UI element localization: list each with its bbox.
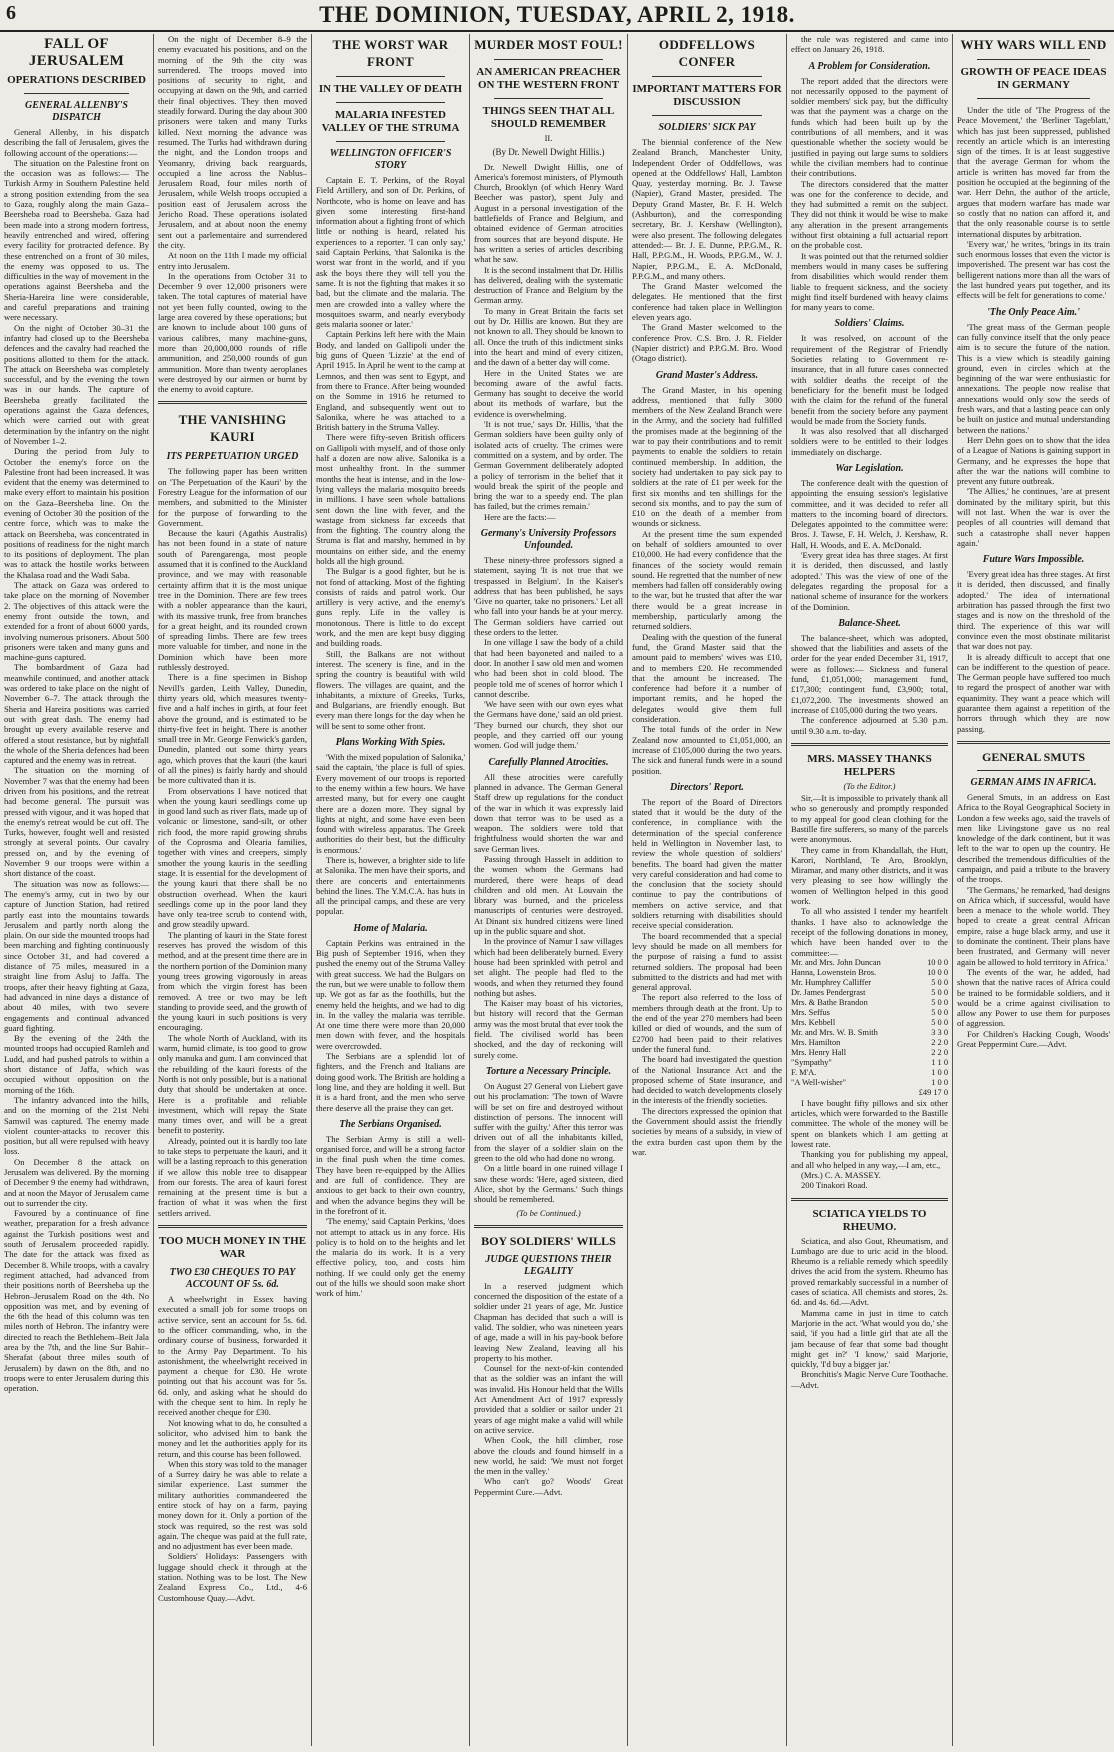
paragraph: When Cook, the hill climber, rose above the clouds and found himself in a new world, he said: 'We must not forget the men in the valley.' bbox=[474, 1435, 623, 1477]
paragraph: Mamma came in just in time to catch Marjorie in the act. 'What would you do,' she said, 'if you had a little girl that ate all the jam because of fear that some bad thought might get in?' 'I know,' said Marjorie, quickly, 'I'd buy a bigger jar.' bbox=[791, 1307, 948, 1370]
article-body bbox=[474, 1281, 623, 1497]
donation-row bbox=[791, 988, 948, 998]
headline-murder-most-foul: MURDER MOST FOUL! bbox=[474, 37, 623, 52]
column-4 bbox=[474, 34, 623, 1744]
donor-name: Mr. and Mrs. John Duncan bbox=[791, 957, 881, 967]
paragraph: On the night of December 8–9 the enemy evacuated his positions, and on the morning of the 9th the city was surrendered. The troops moved into positions of security to right, and occupying at dawn on the 9th, and carried their final objectives. They then moved steadily forward. During the day about 300 prisoners were taken and many Turks killed. Next morning the advance was resumed. The Turks had withdrawn during the night, and the London troops and Yeomanry, driving back rearguards, occupied a line across the Nablus–Jerusalem Road, four miles north of Jerusalem, while Welsh troops occupied a position east of Jerusalem across the Jericho Road. These operations isolated Jerusalem, and at about noon the enemy sent out a parlementaire and surrendered the city. bbox=[158, 34, 307, 250]
column-5 bbox=[632, 34, 782, 1744]
donation-amount: 1 1 0 bbox=[931, 1057, 948, 1067]
paragraph: Already, pointed out it is hardly too late to take steps to perpetuate the kauri, and it will be a lasting reproach to this generation if we allow this noble tree to disappear from our forests. The area of kauri forest remaining at the present time is but a fraction of what it was when the first settlers arrived. bbox=[158, 1135, 307, 1218]
subhead-torture: Torture a Necessary Principle. bbox=[485, 1065, 612, 1077]
article-body bbox=[791, 478, 948, 612]
article-body bbox=[791, 1236, 948, 1390]
article-body bbox=[632, 797, 782, 1157]
paragraph: In the operations from October 31 to December 9 over 12,000 prisoners were taken. The total captures of material have not yet been fully counted, owing to the large area covered by these operations; but are known to include about 100 guns of various calibres, many machine-guns, more than 20,000,000 rounds of rifle ammunition, and 250,000 rounds of gun ammunition. More than twenty aeroplanes were destroyed by our airmen or burnt by the enemy to avoid capture. bbox=[158, 270, 307, 395]
article-body bbox=[474, 1081, 623, 1205]
donation-row bbox=[791, 998, 948, 1008]
subhead-growth-of-peace-ideas: GROWTH OF PEACE IDEAS IN GERMANY bbox=[960, 66, 1107, 91]
subhead-professors: Germany's University Professors Unfounded. bbox=[480, 527, 617, 551]
donation-row bbox=[791, 1068, 948, 1078]
subhead-planned-atrocities: Carefully Planned Atrocities. bbox=[488, 756, 609, 768]
paragraph: The total funds of the order in New Zealand now amounted to £1,051,000, an increase of £105,000 during the two years. The sick and funeral funds were in a sound position. bbox=[632, 724, 782, 776]
paragraph: The directors considered that the matter was one for the conference to decide, and they had submitted a remit on the subject. They did not think it would be wise to make any alteration in the present arrangements without first obtaining a full actuarial report on the probable cost. bbox=[791, 178, 948, 251]
paragraph: The report also referred to the loss of members through death at the front. Up to the end of the year 270 members had been killed or died of wounds, and the sum of £2700 had been paid to their relatives under the funeral fund. bbox=[632, 992, 782, 1054]
paragraph: The conference dealt with the question of appointing the ensuing session's legislative committee, and it was decided to refer all matters to the incoming board of directors. Delegates appointed to the committee were: Bros. J. Tawse, F. H. Welch, J. Kershaw, R. Hall, H. Woods, and E. A. McDonald. bbox=[791, 477, 948, 550]
paragraph: There were fifty-seven British officers on Gallipoli with myself, and of those only half a dozen are now alive. Salonika is a most unhealthy front. In the summer months the heat is intense, and in the low-lying valleys the malaria mosquito breeds in millions. I have seen whole battalions sent down the line with fever, and the wastage from sickness far exceeds that from the fighting. The country along the Struma is flat and marshy, hemmed in by mountains on either side, and the enemy holds all the high ground. bbox=[316, 432, 465, 566]
paragraph: Under the title of 'The Progress of the Peace Movement,' the 'Berliner Tageblatt,' which has just been suppressed, published recently an article which is an interesting sign of the times. It is at least suggestive that the average German for whom the article is written has moved far from the position he occupied at the beginning of the war. Herr Dehn, the author of the article, argues that modern warfare has made war so costly that no nation can afford it, and that the only reasonable course is to settle international disputes by arbitration. bbox=[957, 105, 1110, 239]
headline-mrs-massey: MRS. MASSEY THANKS HELPERS bbox=[807, 752, 932, 778]
column-rule bbox=[311, 34, 312, 1746]
donation-amount: 5 0 0 bbox=[931, 997, 948, 1007]
donation-row bbox=[791, 1008, 948, 1018]
subhead-grand-masters-address: Grand Master's Address. bbox=[655, 369, 759, 381]
donation-row bbox=[791, 1018, 948, 1028]
divider bbox=[791, 1198, 948, 1201]
paragraph: The infantry advanced into the hills, and on the morning of the 21st Nebi Samwil was captured. The enemy made violent counter-attacks to recover this position, but all were repulsed with heavy loss. bbox=[4, 1094, 149, 1157]
donor-name: Mr. and Mrs. W. B. Smith bbox=[791, 1027, 878, 1037]
column-rule bbox=[627, 34, 628, 1746]
paragraph: They came in from Khandallah, the Hutt, Karori, Northland, Te Aro, Brooklyn, Miramar, and many other districts, and it was very pleasing to see how willingly the women of Wellington helped in this good work. bbox=[791, 844, 948, 907]
divider bbox=[336, 102, 445, 103]
paragraph: 'We have seen with our own eyes what the Germans have done,' said an old priest. 'They burned our church, they shot our people, and they carried off our young women. God will judge them.' bbox=[474, 699, 623, 751]
paragraph: 'Every great idea has three stages. At first it is derided, then discussed, and finally adopted.' The idea of international arbitration has passed through the first two stages and is now on the threshold of the third. The experience of this war will convince even the most obstinate militarist that war does not pay. bbox=[957, 569, 1110, 652]
paragraph: General Smuts, in an address on East Africa to the Royal Geographical Society in London a few weeks ago, said the travels of men like Livingstone gave us no real knowledge of the dark continent, but it was left to the war to open up the country. He described the tremendous difficulties of the campaign, and paid a tribute to the bravery of the troops. bbox=[957, 791, 1110, 885]
paragraph: To all who assisted I tender my heartfelt thanks. I have also to acknowledge the receipt of the following donations in money, which have been handed over to the committee:— bbox=[791, 906, 948, 958]
paragraph: It is already difficult to accept that one can be indifferent to the question of peace. The German people have suffered too much to regard the prospect of another war with equanimity. They want a peace which will guarantee them against a repetition of the horrors through which they are now passing. bbox=[957, 651, 1110, 734]
paragraph: Sir,—It is impossible to privately thank all who so generously and promptly responded to my appeal for good clean clothing for the Bastille fire sufferers, so many of the parcels were anonymous. bbox=[791, 793, 948, 845]
donation-amount: 5 0 0 bbox=[931, 987, 948, 997]
paragraph: Counsel for the next-of-kin contended that as the soldier was an infant the will was invalid. His Honour held that the Wills Act Amendment Act of 1917 expressly provided that a soldier or sailor under 21 years of age might make a valid will while on active service. bbox=[474, 1363, 623, 1435]
donation-row bbox=[791, 1028, 948, 1038]
article-body bbox=[158, 466, 307, 1218]
paragraph: Captain Perkins left here with the Main Body, and landed on Gallipoli under the big guns of Queen 'Lizzie' at the end of April 1915. In April he went to the camp at Lemnos, and then was sent to Egypt, and from there to France. After being wounded on the Somme in 1916 he returned to England, and subsequently went out to Salonika, where he was attached to a British battery in the Struma Valley. bbox=[316, 329, 465, 433]
donation-row bbox=[791, 1048, 948, 1058]
subhead-balance-sheet: Balance-Sheet. bbox=[838, 617, 901, 629]
subhead-things-seen: THINGS SEEN THAT ALL SHOULD REMEMBER bbox=[482, 105, 615, 130]
paragraph: Captain Perkins was entrained in the Big push of September 1916, when they pushed the enemy out of the Struma Valley with great success. We had the Bulgars on the run, but we were unable to follow them up. We got as far as the foothills, but the enemy held the heights, and we had to dig in. In the valley the malaria was terrible. At one time there were more than 20,000 men down with fever, and the hospitals were overcrowded. bbox=[316, 937, 465, 1051]
paragraph: On a little board in one ruined village I saw these words: 'Here, aged sixteen, died Alice, shot by the Germans.' Such things should be remembered. bbox=[474, 1163, 623, 1205]
paragraph: It is the second instalment that Dr. Hillis has delivered, dealing with the systematic destruction of France and Belgium by the German army. bbox=[474, 264, 623, 306]
subhead-allenby-dispatch: GENERAL ALLENBY'S DISPATCH bbox=[25, 100, 128, 123]
donation-row bbox=[791, 1038, 948, 1048]
article-body bbox=[4, 127, 149, 1394]
article-body bbox=[791, 1098, 948, 1191]
paragraph: Who can't go? Woods' Great Peppermint Cure.—Advt. bbox=[474, 1476, 623, 1497]
column-2 bbox=[158, 34, 307, 1744]
paragraph: For Children's Hacking Cough, Woods' Great Peppermint Cure.—Advt. bbox=[957, 1028, 1110, 1050]
paragraph: Still, the Balkans are not without interest. The scenery is fine, and in the spring the country is beautiful with wild flowers. The villages are quaint, and the inhabitants, a mixture of Greeks, Turks, and Bulgarians, are friendly enough. But every man there longs for the day when he will be sent to some other front. bbox=[316, 648, 465, 731]
paragraph: Passing through Hasselt in addition to the women whom the Germans had murdered, there were heaps of dead children and old men. At Louvain the library was burned, and the priceless manuscripts of centuries were destroyed. At Dinant six hundred citizens were lined up in the public square and shot. bbox=[474, 854, 623, 937]
paragraph: On August 27 General von Liebert gave out his proclamation: 'The town of Wavre will be set on fire and destroyed without distinction of persons. The innocent will suffer with the guilty.' After this terror was driven out of all the inhabitants killed, from the slayer of a soldier slain on the green to the old who had done no wrong. bbox=[474, 1080, 623, 1164]
column-7 bbox=[957, 34, 1110, 1744]
paragraph: The Serbian Army is still a well-organised force, and will be a strong factor in the final push when the time comes. They have been re-equipped by the Allies and are full of confidence. They are anxious to get back to their own country, and when the advance begins they will be in the forefront of it. bbox=[316, 1133, 465, 1216]
donor-name: F. M'A. bbox=[791, 1067, 817, 1077]
headline-why-wars-will-end: WHY WARS WILL END bbox=[960, 37, 1107, 52]
donor-name: "Sympathy" bbox=[791, 1057, 832, 1067]
subhead-directors-report: Directors' Report. bbox=[670, 781, 744, 793]
article-body bbox=[957, 792, 1110, 1049]
paragraph: In one village I saw the body of a child that had been bayoneted and nailed to a door. In another I saw old men and women who had been shot in cold blood. The people told me of scenes of horror which I cannot describe. bbox=[474, 637, 623, 699]
paragraph: All these atrocities were carefully planned in advance. The German General Staff drew up regulations for the conduct of the war in which it was expressly laid down that terror was to be used as a weapon. The soldiers were told that frightfulness would shorten the war and save German lives. bbox=[474, 771, 623, 854]
donation-total-amount: £49 17 0 bbox=[918, 1087, 948, 1097]
paragraph: To many in Great Britain the facts set out by Dr. Hillis are known. But they are not known to all. They should be known to all. Once the truth of this indictment sinks into the heart and mind of every citizen, and the dawn of a better day will come. bbox=[474, 305, 623, 368]
paragraph: It was also resolved that all discharged soldiers were to be entitled to their lodges immediately on discharge. bbox=[791, 426, 948, 457]
donor-name: Mrs. Seffus bbox=[791, 1007, 830, 1017]
paragraph: From observations I have noticed that when the young kauri seedlings come up in good land such as river flats, made up of volcanic or limestone, sand-silt, or other rich food, the more rapid growing shrubs of the Coprosma and Olearia families, together with vines and creepers, simply smother the young kauris in the seedling stage. It is essential for the development of the young kauri that there shall be no obstruction overhead. When the kauri seedlings come up in the poor land they have only tea-tree scrub to contend with, and grow steadily upward. bbox=[158, 785, 307, 930]
article-body bbox=[316, 752, 465, 917]
divider bbox=[474, 1225, 623, 1228]
article-body bbox=[791, 333, 948, 457]
divider bbox=[977, 770, 1090, 771]
paragraph: The biennial conference of the New Zealand Branch, Manchester Unity, Independent Order of Oddfellows, was opened at the Oddfellows' Hall, Lambton Quay, yesterday morning. Br. J. Tawse (Napier), Grand Master, presided. The Deputy Grand Master, Br. F. H. Welch (Ashburton), and the corresponding secretary, Br. J. Kershaw (Wellington), were also present. The following delegates attended:— Br. J. E. Dunne, P.P.G.M., R. Hall, P.P.G.M., H. Woods, P.P.G.M., W. J. Napier, P.P.G.M., E. A. McDonald, P.P.G.M., and many others. bbox=[632, 137, 782, 281]
part-number: II. bbox=[544, 133, 553, 143]
paragraph: On December 8 the attack on Jerusalem was delivered. By the morning of December 9 the enemy had withdrawn, and at noon the Mayor of Jerusalem came out to surrender the city. bbox=[4, 1156, 149, 1208]
subhead-soldiers-claims: Soldiers' Claims. bbox=[834, 318, 905, 330]
subhead-american-preacher: AN AMERICAN PREACHER ON THE WESTERN FRONT bbox=[476, 66, 621, 91]
headline-vanishing-kauri: THE VANISHING KAURI bbox=[178, 412, 287, 445]
headline-oddfellows-confer: ODDFELLOWS CONFER bbox=[658, 37, 756, 69]
paragraph: The Serbians are a splendid lot of fighters, and the French and Italians are doing good work. The British are holding a long line, and they are holding it well. But it is a hard front, and the men who serve there deserve all the praise they can get. bbox=[316, 1051, 465, 1113]
article-body bbox=[632, 137, 782, 364]
subhead-spies: Plans Working With Spies. bbox=[335, 737, 446, 749]
donation-total bbox=[791, 1088, 948, 1098]
paragraph: The situation was now as follows:— The enemy's army, cut in two by our capture of Junction Station, had retired partly east into the mountains towards Jerusalem and partly north along the plain. On our side the mounted troops had been marching and fighting continuously since October 31, and had covered a distance of 75 miles, measured in a straight line from Asluj to Jaffa. The troops, after their heavy fighting at Gaza, had advanced in nine days a distance of about 40 miles, with two severe engagements and continual advanced guard fighting. bbox=[4, 878, 149, 1033]
subhead-future-wars: Future Wars Impossible. bbox=[982, 554, 1085, 566]
paragraph: The whole North of Auckland, with its warm, humid climate, is too good to grow only manuka and gum. I am convinced that the rebuilding of the kauri forests of the North is not only possible, but is a national duty that should be undertaken at once. Here is a profitable and reliable investment, which will repay the State many times over, and will be a great benefit to posterity. bbox=[158, 1032, 307, 1136]
donor-name: "A Well-wisher" bbox=[791, 1077, 847, 1087]
column-rule bbox=[153, 34, 154, 1746]
subhead-perpetuation-urged: ITS PERPETUATION URGED bbox=[166, 451, 299, 463]
paragraph: Bronchitis's Magic Nerve Cure Toothache.—Advt. bbox=[791, 1369, 948, 1390]
donation-row bbox=[791, 978, 948, 988]
donation-amount: 10 0 0 bbox=[927, 967, 948, 977]
article-body bbox=[316, 938, 465, 1113]
subhead-operations-described: OPERATIONS DESCRIBED bbox=[7, 74, 146, 86]
donor-name: Hanna, Lowenstein Bros. bbox=[791, 967, 877, 977]
donation-amount: 2 2 0 bbox=[931, 1047, 948, 1057]
donation-amount: 3 3 0 bbox=[931, 1027, 948, 1037]
donation-row bbox=[791, 968, 948, 978]
paragraph: The board recommended that a special levy should be made on all members for the purpose of raising a fund to assist returned soldiers. The proposal had been submitted to the districts and had met with general approval. bbox=[632, 930, 782, 993]
headline-sciatica: SCIATICA YIELDS TO RHEUMO. bbox=[812, 1207, 927, 1233]
paragraph: I have bought fifty pillows and six other articles, which were forwarded to the Bastille committee. The whole of the money will be spent on blankets which I am getting at lowest rate. bbox=[791, 1097, 948, 1150]
subhead-valley-of-death: IN THE VALLEY OF DEATH bbox=[318, 83, 463, 95]
paragraph: A wheelwright in Essex having executed a small job for some troops on active service, sent an account for 5s. 6d. to the officer commanding, who, in the ordinary course of business, forwarded it to the Army Pay Department. To his astonishment, the wheelwright received in payment a cheque for £30. He wrote pointing out that his account was for 5s. 6d. only, and asking what he should do with the cheque sent to him. In reply he received another cheque for £30. bbox=[158, 1294, 307, 1418]
subhead-only-peace-aim: 'The Only Peace Aim.' bbox=[987, 306, 1080, 318]
subhead-soldiers-sick-pay: SOLDIERS' SICK PAY bbox=[658, 122, 756, 133]
headline-worst-war-front: THE WORST WAR FRONT bbox=[332, 37, 449, 69]
paragraph: The situation on the Palestine front on the occasion was as follows:— The Turkish Army in Southern Palestine held a strong position extending from the sea to Gaza, roughly along the main Gaza–Beersheba road to Beersheba. Gaza had been made into a strong modern fortress, heavily entrenched and wired, offering every facility for protracted defence. By these entrenched on a front of 30 miles, the enemy was opposed to us. The difficulties in the way of movement in the operations against Beersheba and the Sheria-Hareira line were considerable, and careful preparations and training were necessary. bbox=[4, 157, 149, 323]
paragraph: The board had investigated the question of the National Insurance Act and the proposed scheme of State insurance, and had decided to watch developments closely in the interests of the friendly societies. bbox=[632, 1054, 782, 1106]
divider bbox=[652, 76, 762, 77]
divider bbox=[977, 59, 1090, 60]
byline: (By Dr. Newell Dwight Hillis.) bbox=[492, 147, 605, 158]
subhead-judge-questions: JUDGE QUESTIONS THEIR LEGALITY bbox=[485, 1253, 612, 1277]
donor-name: Mrs. Hamilton bbox=[791, 1037, 841, 1047]
paragraph: On the night of October 30–31 the infantry had closed up to the Beersheba defences and the cavalry had reached the positions allotted to them for the attack. The attack on Beersheba was completely successful, and by the evening the town was in our hands. The capture of Beersheba greatly facilitated the operations against the Gaza defences, which were carried out with great determination by the infantry on the night of November 1–2. bbox=[4, 322, 149, 446]
paragraph: 'The great mass of the German people can fully convince itself that the only peace aim is to secure the future of the nation. This is a view which is steadily gaining ground, even in circles which at the beginning of the war were enthusiastic for annexations. The people now realise that annexations would only sow the seeds of fresh wars, and that a lasting peace can only be built on justice and mutual understanding between the nations.' bbox=[957, 321, 1110, 435]
paragraph: The Bulgar is a good fighter, but he is not fond of attacking. Most of the fighting consists of raids and patrol work. Our artillery is very active, and the enemy's guns reply. Life in the valley is monotonous. There is little to do except work, and the men are kept busy digging and building roads. bbox=[316, 566, 465, 649]
paragraph: The bombardment of Gaza had meanwhile continued, and another attack was ordered to take place on the night of November 6–7. The attack through the Sheria and Hareira positions was carried out with great dash. The enemy had brought up every available reserve and offered a stout resistance, but by nightfall the whole of the Sheria defences had been captured and the enemy was in retreat. bbox=[4, 662, 149, 766]
donation-amount: 5 0 0 bbox=[931, 1017, 948, 1027]
paragraph: 200 Tinakori Road. bbox=[801, 1180, 868, 1191]
paragraph: At noon on the 11th I made my official entry into Jerusalem. bbox=[158, 250, 307, 271]
paragraph: There is a fine specimen in Bishop Nevill's garden, Leith Valley, Dunedin, thirty years old, which measures twenty-five and a half inches in girth, at four feet above the ground, and is estimated to be thirty-five feet in height. There is another small tree in Mr. George Fenwick's garden, Dunedin, planted out some thirty years ago, which proves that the kauri (the kauri of all the pines) is fairly hardy and should be more cultivated than it is. bbox=[158, 672, 307, 786]
divider bbox=[957, 741, 1110, 744]
paragraph: 'The Germans,' he remarked, 'had designs on Africa which, if successful, would have been a menace to the whole world. They hoped to create a great central African empire, raise a huge black army, and use it to dominate the continent. Their plans have been frustrated, and Germany will never again be allowed to hold territory in Africa.' bbox=[957, 884, 1110, 967]
subhead-important-matters: IMPORTANT MATTERS FOR DISCUSSION bbox=[632, 83, 782, 108]
subhead-serbians: The Serbians Organised. bbox=[339, 1118, 442, 1130]
paragraph: The report added that the directors were not necessarily opposed to the payment of soldier members' sick pay, but the difficulty was that the payment was a charge on the funds which had been built up by the contributions of all members, and it was questionable whether the society would be justified in paying out large sums to soldiers while the civilian members had to continue their contributions. bbox=[791, 75, 948, 179]
article-body bbox=[957, 322, 1110, 549]
paragraph: The Kaiser may boast of his victories, but history will record that the German army was the most brutal that ever took the field. The civilised world has been shocked, and the day of reckoning will surely come. bbox=[474, 998, 623, 1060]
column-6 bbox=[791, 34, 948, 1744]
paragraph: Here in the United States we are becoming aware of the awful facts. Germany has sought to deceive the world about its methods of warfare, but the evidence is overwhelming. bbox=[474, 367, 623, 419]
paragraph: It was pointed out that the returned soldier members would in many cases be suffering from disabilities which would render them liable to frequent sickness, and the society might find itself burdened with heavy claims for many years to come. bbox=[791, 250, 948, 313]
paragraph: The report of the Board of Directors stated that it would be the duty of the conference, in compliance with the determination of the special conference held in Wellington in November last, to review the whole question of soldiers' benefits. The board had given the matter very careful consideration and had come to the conclusion that the society should continue to pay the contributions of members on active service, and that soldiers returning with disabilities should receive special consideration. bbox=[632, 796, 782, 931]
article-body bbox=[474, 555, 623, 751]
paragraph: Not knowing what to do, he consulted a solicitor, who advised him to bank the money and let the authorities apply for its return, and this course has been followed. bbox=[158, 1417, 307, 1459]
paragraph: The events of the war, he added, had shown that the native races of Africa could be trained to be formidable soldiers, and it would be a crime against civilisation to allow any Power to use them for purposes of aggression. bbox=[957, 966, 1110, 1029]
paragraph: Thanking you for publishing my appeal, and all who helped in any way,—I am, etc., bbox=[791, 1149, 948, 1170]
divider bbox=[494, 98, 603, 99]
subhead-war-legislation: War Legislation. bbox=[835, 462, 904, 474]
paragraph: 'Every war,' he writes, 'brings in its train such enormous losses that even the victor is impoverished. The present war has cost the belligerent nations more than all the wars of the last hundred years put together, and its effects will be felt for generations to come.' bbox=[957, 238, 1110, 301]
donation-amount: 1 0 0 bbox=[931, 1067, 948, 1077]
paragraph: Here are the facts:— bbox=[484, 511, 556, 522]
article-body bbox=[158, 34, 307, 394]
column-1 bbox=[4, 34, 149, 1744]
divider bbox=[791, 743, 948, 746]
paragraph: At the present time the sum expended on behalf of soldiers amounted to over £10,000. He had every confidence that the finances of the society would remain sound. He regretted that the number of new members had fallen off considerably owing to the war, but he trusted that after the war there would be a great increase in membership, particularly among the returned soldiers. bbox=[632, 528, 782, 632]
subhead-malaria-valley: MALARIA INFESTED VALLEY OF THE STRUMA bbox=[321, 109, 460, 134]
paragraph: Soldiers' Holidays: Passengers with luggage should check it through at the station. Nothing was to be lost. The New Zealand Express Co., Ltd., 4-6 Customhouse Quay.—Advt. bbox=[158, 1551, 307, 1603]
paragraph: During the period from July to October the enemy's force on the Palestine front had been increased. It was evident that the enemy was determined to make every effort to maintain his position on the Gaza–Beersheba line. On the evening of October 30 the position of the centre force, which was to make the attack on Beersheba, was concentrated in positions of readiness for the night march to its positions of deployment. The plan was to attack the hostile works between the Khalasa road and the Wadi Saba. bbox=[4, 446, 149, 580]
paragraph: Herr Dehn goes on to show that the idea of a League of Nations is gaining support in Germany, and he expresses the hope that after the war the nations will combine to prevent any future outbreak. bbox=[957, 434, 1110, 487]
paragraph: Dealing with the question of the funeral fund, the Grand Master said that the amount paid to members' wives was £10, and to members £20. He recommended that the amount be increased. The conference had before it a number of important remits, and he hoped the delegates would give them full consideration. bbox=[632, 631, 782, 725]
subhead-problem: A Problem for Consideration. bbox=[808, 60, 931, 72]
article-body bbox=[158, 1294, 307, 1603]
divider bbox=[494, 59, 603, 60]
article-body bbox=[791, 76, 948, 313]
article-body bbox=[791, 793, 948, 958]
to-the-editor: (To the Editor.) bbox=[843, 780, 896, 791]
subhead-wellington-officer: WELLINGTON OFFICER'S STORY bbox=[329, 148, 452, 171]
divider bbox=[336, 76, 445, 77]
article-body bbox=[316, 1134, 465, 1299]
donor-name: Mr. Humphrey Calliffer bbox=[791, 977, 872, 987]
page-number: 6 bbox=[6, 2, 16, 24]
paragraph: 'The Allies,' he continues, 'are at present dominated by the military spirit, but this will not last. When the war is over the peoples of all countries will demand that such a catastrophe shall never happen again.' bbox=[957, 486, 1110, 548]
subhead-german-aims-africa: GERMAN AIMS IN AFRICA. bbox=[970, 776, 1097, 788]
paragraph: Sciatica, and also Gout, Rheumatism, and Lumbago are due to uric acid in the blood. Rheumo is a reliable remedy which speedily drives the acid from the system. Rheumo has proved remarkably successful in a number of cases of sciatica. All chemists and stores, 2s. 6d. and 4s. 6d.—Advt. bbox=[791, 1235, 948, 1308]
paragraph: the rule was registered and came into effect on January 26, 1918. bbox=[791, 34, 948, 55]
paragraph: Captain E. T. Perkins, of the Royal Field Artillery, and son of Dr. Perkins, of Northcote, who is home on leave and has given some interesting first-hand information about a fighting front of which little or nothing is heard, related his experiences to a reporter. 'I can only say,' said Captain Perkins, 'that Salonika is the worst war front in the world, and if you ask the boys there they will tell you the same. It is not the fighting that makes it so bad, but the climate and the malaria. The men are crowded into a valley where the mosquitoes swarm, and nearly everybody gets malaria sooner or later.' bbox=[316, 175, 465, 330]
paragraph: There is, however, a brighter side to life at Salonika. The men have their sports, and there are concerts and entertainments behind the lines. The Y.M.C.A. has huts in all the principal camps, and these are very popular. bbox=[316, 855, 465, 917]
paragraph: The balance-sheet, which was adopted, showed that the liabilities and assets of the order for the year ended December 31, 1917, were as follows:— Sickness and funeral fund, £1,051,000; management fund, £17,300; contingent fund, £3,900; total, £1,072,200. The investments showed an increase of £105,000 during the two years. bbox=[791, 632, 948, 715]
paragraph: The directors expressed the opinion that the Government should assist the friendly societies by means of a subsidy, in view of the extra burden cast upon them by the war. bbox=[632, 1105, 782, 1157]
headline-fall-of-jerusalem: FALL OF JERUSALEM bbox=[28, 36, 125, 69]
paragraph: The Grand Master, in his opening address, mentioned that fully 3000 members of the New Zealand Branch were in the Army, and the society had fulfilled the promises made at the beginning of the war to pay their contributions and to remit payments to enable the soldiers to retain continued membership. In addition, the society had undertaken to pay sick pay to soldiers at the rate of £1 per week for the first six months and ten shillings for the second six months, and to pay the sum of £10 on the death of a member from wounds or sickness. bbox=[632, 384, 782, 529]
paper-title: THE DOMINION, TUESDAY, APRIL 2, 1918. bbox=[319, 2, 795, 27]
column-rule bbox=[469, 34, 470, 1746]
paragraph: Favoured by a continuance of fine weather, preparation for a fresh advance against the Turkish positions west and south of Jerusalem proceeded rapidly. The date for the attack was fixed as December 8. While troops, with a cavalry regiment attached, had advanced from their positions north of Beersheba up the Hebron–Jerusalem Road on the 4th. No opposition was met, and by evening of the 6th the head of this column was ten miles north of Hebron. The infantry were directed to reach the Bethlehem–Beit Jala area by the 7th, and the line Sur Bahir–Sherafat (about three miles south of Jerusalem) by dawn on the 8th, and no troops were to enter Jerusalem during this operation. bbox=[4, 1208, 149, 1394]
donor-name: Mrs. & Bathe Brandon bbox=[791, 997, 868, 1007]
paragraph: The situation on the morning of November 7 was that the enemy had been driven from his positions, and the retreat had become general. The pursuit was pressed with vigour, and it was hoped that the enemy's retreat would be cut off. The Turks, however, fought well and resisted strongly at several points. Our cavalry pressed on, and by the evening of November 9 our troops were within a short distance of the coast. bbox=[4, 765, 149, 879]
divider bbox=[158, 1225, 307, 1228]
article-body bbox=[474, 772, 623, 1060]
paragraph: 'With the mixed population of Salonika,' said the captain, 'the place is full of spies. Every movement of our troops is reported to the enemy within a few hours. We have arrested many, but for every one caught there are a dozen more. They signal by lights at night, and some have even been found with wireless apparatus. The Greek authorities do their best, but the difficulty is enormous.' bbox=[316, 752, 465, 855]
article-body bbox=[632, 385, 782, 776]
donation-row bbox=[791, 1058, 948, 1068]
subhead-two-cheques: TWO £30 CHEQUES TO PAY ACCOUNT OF 5s. 6d. bbox=[169, 1267, 296, 1291]
article-body bbox=[957, 105, 1110, 301]
donation-amount: 5 0 0 bbox=[931, 977, 948, 987]
article-body bbox=[957, 569, 1110, 734]
column-3 bbox=[316, 34, 465, 1744]
divider bbox=[158, 401, 307, 404]
paragraph: 'Every great idea has three stages. At first it is derided, then discussed, and lastly adopted.' This was the view of one of the delegates regarding the proposal for a national scheme of insurance for the workers of the Dominion. bbox=[791, 550, 948, 612]
masthead bbox=[0, 0, 1114, 32]
donation-amount: 2 2 0 bbox=[931, 1037, 948, 1047]
paragraph: The Grand Master welcomed to the conference Prov. C.S. Bro. J. R. Fielder (Napier district) and P.P.G.M. Bro. Wood (Otago district). bbox=[632, 322, 782, 364]
donation-list bbox=[791, 958, 948, 1088]
headline-too-much-money: TOO MUCH MONEY IN THE WAR bbox=[158, 1235, 307, 1261]
headline-boy-soldiers-wills: BOY SOLDIERS' WILLS bbox=[481, 1233, 616, 1248]
paragraph: General Allenby, in his dispatch describing the fall of Jerusalem, gives the following account of the operations:— bbox=[4, 127, 149, 158]
paragraph: In a reserved judgment which concerned the disposition of the estate of a soldier under 21 years of age, Mr. Justice Chapman has decided that such a will is valid. The soldier, who was nineteen years of age, made a will in his pay-book before leaving New Zealand, leaving all his property to his mother. bbox=[474, 1280, 623, 1363]
donation-row bbox=[791, 958, 948, 968]
divider bbox=[336, 141, 445, 142]
column-rule bbox=[952, 34, 953, 1746]
paragraph: Dr. Newell Dwight Hillis, one of America's foremost ministers, of Plymouth Church, Brooklyn (of which Henry Ward Beecher was pastor), spent July and August in a personal investigation of the battlefields of France and Belgium, and obtained evidence of German atrocities from sources that are beyond dispute. He has written a series of articles describing what he saw. bbox=[474, 161, 623, 265]
divider bbox=[977, 98, 1090, 99]
article-body bbox=[474, 162, 623, 522]
paragraph: It was resolved, on account of the requirement of the Registrar of Friendly Societies relating to Government re-insurance, that in all future cases connected with soldier deaths the receipt of the beneficiary for the benefit must be lodged with the claim for the refund of the funeral benefit from the society before any payment would be made from the Society funds. bbox=[791, 333, 948, 426]
paragraph: The planting of kauri in the State forest reserves has proved the wisdom of this method, and at the present time there are in the northern portion of the Dominion many young trees growing vigorously in areas from which the virgin forest has been removed. A tree or two may be left standing to provide seed, and the growth of the young kauri in such positions is very encouraging. bbox=[158, 929, 307, 1033]
donation-amount: 5 0 0 bbox=[931, 1007, 948, 1017]
donor-name: Mrs. Henry Hall bbox=[791, 1047, 847, 1057]
paragraph: The Grand Master welcomed the delegates. He mentioned that the first conference had taken place in Wellington eleven years ago. bbox=[632, 281, 782, 323]
donation-amount: 1 0 0 bbox=[931, 1077, 948, 1087]
paragraph: Because the kauri (Agathis Australis) has not been found in a state of nature south of Parengarenga, most people assumed that it is confined to the Auckland province, and we may with reasonable certainty affirm that it is the most unique tree in the Dominion. There are few trees with a nobler appearance than the kauri, with its massive trunk, free from branches for a great height, and its rounded crown of spreading limbs. There are few trees more valuable for timber, and none in the Dominion which have been more ruthlessly destroyed. bbox=[158, 528, 307, 673]
article-body bbox=[791, 34, 948, 55]
divider bbox=[652, 115, 762, 116]
paragraph: (Mrs.) C. A. MASSEY. bbox=[801, 1169, 881, 1180]
donor-name: Dr. James Pendergrast bbox=[791, 987, 866, 997]
continued-note: (To be Continued.) bbox=[516, 1207, 581, 1218]
paragraph: These ninety-three professors signed a statement, saying 'It is not true that we trespassed in Belgium'. In the Kaiser's address that has been published, he says 'Give no quarter, take no prisoners.' Let all who fall into your hands be at your mercy. The German soldiers have carried out these orders to the letter. bbox=[474, 554, 623, 638]
article-body bbox=[316, 175, 465, 731]
paragraph: The following paper has been written on 'The Perpetuation of the Kauri' by the Forestry League for the information of our members, and submitted to the Minister for the purpose of forwarding to the Government. bbox=[158, 466, 307, 528]
donation-row bbox=[791, 1078, 948, 1088]
column-rule bbox=[786, 34, 787, 1746]
paragraph: When this story was told to the manager of a Surrey dairy he was able to relate a similar experience. Last summer the military authorities commandeered the entire stock of hay on a farm, paying money down for it. Only a portion of the stock was required, so the rest was sold again. The cheque was paid at the full rate, and no adjustment has ever been made. bbox=[158, 1458, 307, 1552]
article-body bbox=[791, 633, 948, 736]
paragraph: 'The enemy,' said Captain Perkins, 'does not attempt to attack us in any force. His policy is to hold on to the heights and let the malaria do its work. It is a very effective policy, too, and costs him nothing. If we could only get the enemy out of the hills we should soon make short work of him.' bbox=[316, 1216, 465, 1299]
subhead-home-of-malaria: Home of Malaria. bbox=[353, 922, 428, 934]
donor-name: Mrs. Kebbell bbox=[791, 1017, 836, 1027]
paragraph: The attack on Gaza was ordered to take place on the morning of November 2. The objectives of this attack were the enemy front outside the town, and extended for a front of about 6000 yards, involving numerous prisoners. About 500 prisoners were taken and many guns and machine-guns captured. bbox=[4, 580, 149, 663]
paragraph: In the province of Namur I saw villages which had been deliberately burned. Every house had been sprinkled with petrol and set alight. The people had fled to the woods, and when they returned they found nothing but ashes. bbox=[474, 936, 623, 998]
paragraph: The conference adjourned at 5.30 p.m. until 9.30 a.m. to-day. bbox=[791, 715, 948, 736]
divider bbox=[24, 93, 129, 94]
donation-amount: 10 0 0 bbox=[927, 957, 948, 967]
paragraph: By the evening of the 24th the mounted troops had occupied Ramleh and Ludd, and had pushed patrols to within a short distance of Jaffa, which was occupied without opposition on the morning of the 16th. bbox=[4, 1033, 149, 1095]
headline-general-smuts: GENERAL SMUTS bbox=[981, 749, 1086, 764]
paragraph: 'It is not true,' says Dr. Hillis, 'that the German soldiers have been guilty only of isolated acts of cruelty. The crimes were committed on a system, and by order. The German Government deliberately adopted a policy of terrorism in the belief that it would break the spirit of the people and bring the war to a speedy end. The plan has failed, but the crimes remain.' bbox=[474, 419, 623, 512]
